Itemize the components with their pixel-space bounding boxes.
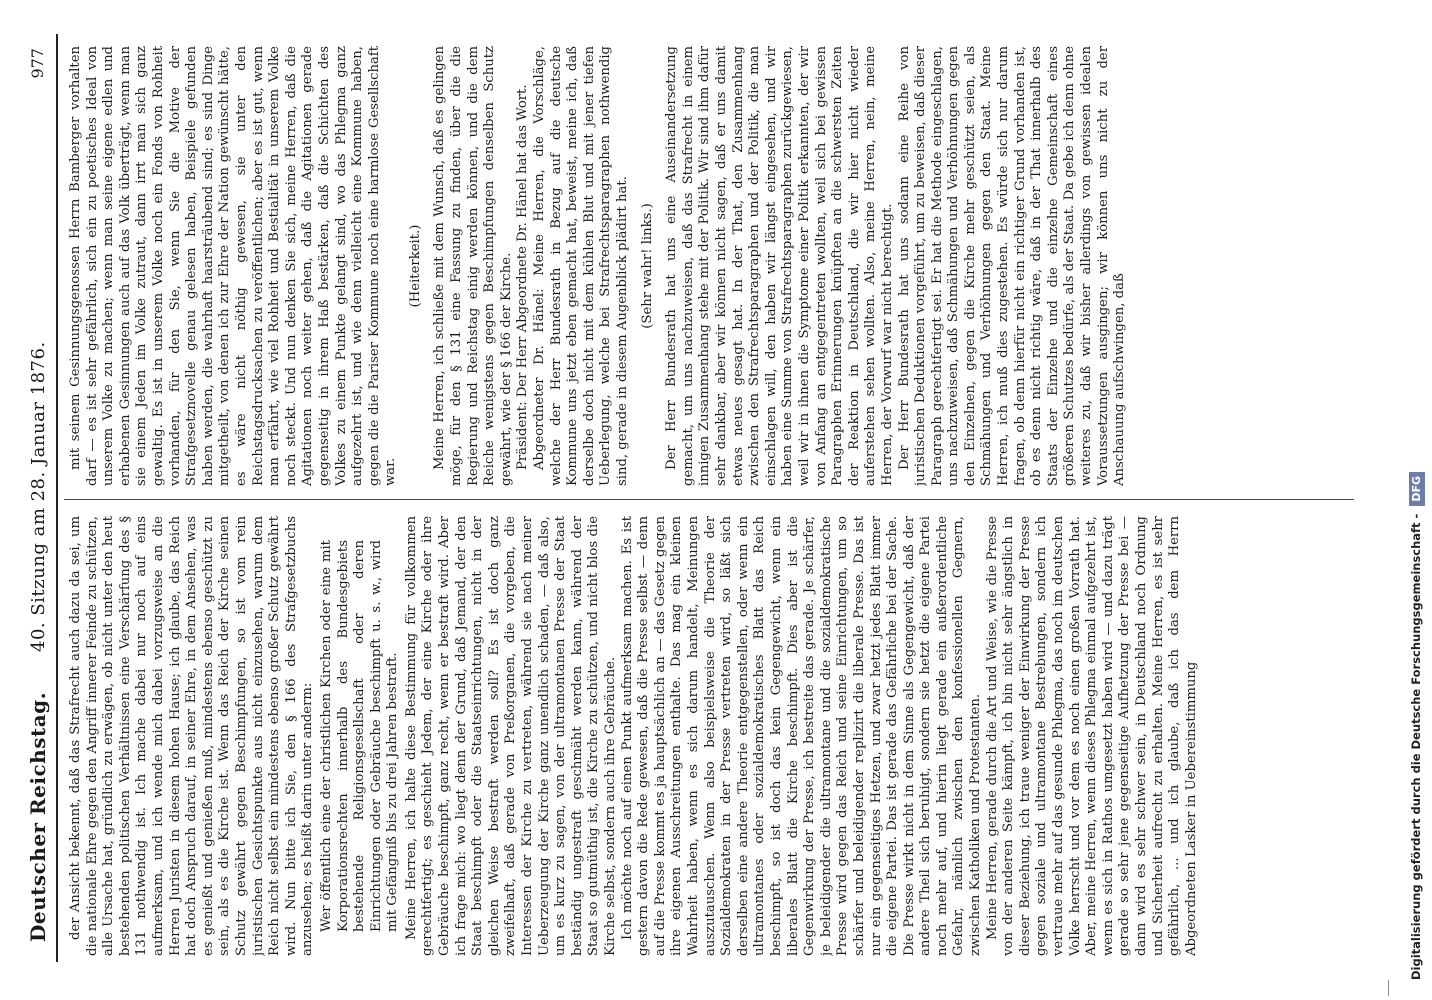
interjection: (Sehr wahr! links.) — [639, 203, 655, 329]
paragraph: Der Herr Bundesrath hat uns sodann eine Reihe von juristischen Deduktionen vorgeführt, um zu beweisen, daß dieser Paragraph gerechtfertigt sei. Er hat die Methode eingeschlagen, uns nachzuweisen, daß Schmähungen und Verhöhnungen gegen den Einzelnen, gegen die Kirche mehr geschützt seien, als Schmähungen und Verhöhnungen gegen den Staat. Meine Herren, ich muß dies zugestehen. Es würde sich nur darum fragen, ob denn hierfür nicht ein richtiger Grund vorhanden ist, ob es denn nicht richtig wäre, daß in der That innerhalb des Staats der Einzelne und die einzelne Gemeinschaft eines größeren Schutzes bedürfe, als der Staat. Da gebe ich denn ohne weiteres zu, daß wir bisher allerdings von gewissen idealen Voraussetzungen ausgingen; wir können uns nicht zu der Anschauung aufschwingen, daß — [896, 46, 1128, 486]
paragraph: Meine Herren, gerade durch die Art und Weise, wie die Presse von der anderen Seite kämpft, ich bin nicht sehr ängstlich in dieser Beziehung, ich traue weniger der Einwirkung der Presse gegen soziale und ultramontane Bestrebungen, sondern ich vertraue mehr auf das gesunde Phlegma, das noch im deutschen Volke herrscht und vor dem es noch einen großen Vorrath hat. Aber, meine Herren, wenn dieses Phlegma einmal aufgezehrt ist, wenn es sich in Rathos umgesetzt haben wird — und dazu trägt gerade so sehr jene gegenseitige Aufhetzung der Presse bei — dann wird es sehr schwer sein, in Deutschland noch Ordnung und Sicherheit aufrecht zu erhalten. Meine Herren, es ist sehr gefährlich, ... und ich glaube, daß ich das dem Herrn Abgeordneten Lasker in Uebereinstimmung — [984, 516, 1199, 956]
rotated-document-page — [20, 14, 1364, 982]
paragraph: Meine Herren, ich halte diese Bestimmung für vollkommen gerechtfertigt; es geschieht Jedem, der eine Kirche oder ihre Gebräuche beschimpft, ganz recht, wenn er bestraft wird. Aber ich frage mich: wo liegt denn der Grund, daß Jemand, der den Staat beschimpft oder die Staatseinrichtungen, nicht in der gleichen Weise bestraft werden soll? Es ist doch ganz zweifelhaft, daß gerade von Preßorganen, die vorgeben, die Interessen der Kirche zu vertreten, während sie nach meiner Ueberzeugung der Kirche ganz unendlich schaden, — daß also, um es kurz zu sagen, von der ultramontanen Presse der Staat beständig ungestraft geschmäht werden kann, während der Staat so gutmüthig ist, die Kirche zu schützen, und nicht blos die Kirche selbst, sondern auch ihre Gebräuche. — [403, 516, 618, 956]
page-header — [20, 14, 60, 982]
paragraph: Der Herr Bundesrath hat uns eine Auseinandersetzung gemacht, um uns nachzuweisen, daß das Strafrecht in einem innigen Zusammenhang stehe mit der Politik. Wir sind ihm dafür sehr dankbar, aber wir können nicht sagen, daß er uns damit etwas neues gesagt hat. In der That, den Zusammenhang zwischen den Strafrechtsparagraphen und der Politik, die man einschlagen will, den haben wir längst eingesehen, und wir haben eine Summe von Strafrechtsparagraphen zurückgewiesen, weil wir in ihnen die Symptome einer Politik erkannten, der wir von Anfang an entgegentreten wollten, weil sich bei gewissen Paragraphen Erinnerungen knüpften an die schwersten Zeiten der Reaktion in Deutschland, die wir hier nicht wieder auferstehen sehen wollten. Also, meine Herren, nein, meine Herren, der Vorwurf war nicht berechtigt. — [664, 46, 895, 486]
funding-note: Digitalisierung gefördert durch die Deutsche Forschungsgemeinschaft - — [1409, 513, 1423, 980]
paragraph: Meine Herren, ich schließe mit dem Wunsch, daß es gelingen möge, für den § 131 eine Fassung zu finden, über die die Regierung und Reichstag einig werden können, und die dem Reiche wenigstens gegen Beschimpfungen denselben Schutz gewährt, wie der § 166 der Kirche. — [432, 46, 514, 486]
digitization-footer — [1404, 30, 1428, 980]
interjection: (Heiterkeit.) — [407, 224, 423, 308]
session-title: 40. Sitzung am 28. Januar 1876. — [28, 341, 49, 652]
paragraph: mit seinem Gesinnungsgenossen Herrn Bamberger vorhalten darf — es ist sehr gefährlich, sich ein zu poetisches Ideal von unserem Volke zu machen; wenn man seine eigene edlen und erhabenen Gesinnungen auch auf das Volk überträgt, wenn man sie einem Jeden im Volke zutraut, dann irrt man sich ganz gewaltig. Es ist in unserem Volke noch ein Fonds von Rohheit vorhanden, für den Sie, wenn Sie die Motive der Strafgesetznovelle genau gelesen haben, Beispiele gefunden haben werden, die wahrhaft haarsträubend sind; es sind Dinge mitgetheilt, von denen ich zur Ehre der Nation gewünscht hätte, es wäre nicht nöthig gewesen, sie unter den Reichstagsdrucksachen zu veröffentlichen; aber es ist gut, wenn man erfährt, wie viel Rohheit und Bestialität in unserem Volke noch steckt. Und nun denken Sie sich, meine Herren, daß die Agitationen noch weiter gehen, daß die Agitationen gerade gegenseitig in ihrem Haß bestärken, daß die Schichten des Volkes zu einem Punkte gelangt sind, wo das Phlegma ganz aufgezehrt ist, und wie denn vielleicht eine Kommune haben, gegen die die Pariser Kommune noch eine harmlose Gesellschaft war. — [68, 46, 399, 486]
paragraph: der Ansicht bekennt, daß das Strafrecht auch dazu da sei, um die nationale Ehre gegen den Angriff innerer Feinde zu schützen, alle Ursache hat, gründlich zu erwägen, ob nicht unter den heut bestehenden politischen Verhältnissen eine Verschärfung des § 131 nothwendig ist. Ich mache dabei nur noch auf eins aufmerksam, und ich wende mich dabei vorzugsweise an die Herren Juristen in diesem hohen Hause; ich glaube, das Reich hat doch Anspruch darauf, in seiner Ehre, in dem Ansehen, was es genießt und genießen muß, mindestens ebenso geschützt zu sein, als es die Kirche ist. Wenn das Reich der Kirche seinen Schutz gewährt gegen Beschimpfungen, so ist vom rein juristischen Gesichtspunkte aus nicht einzusehen, warum dem Reich nicht selbst ein mindestens ebenso großer Schutz gewährt wird. Nun bitte ich Sie, den § 166 des Strafgesetzbuchs anzusehen; es heißt darin unter anderm: — [68, 516, 316, 956]
text-column-left — [68, 516, 1348, 956]
text-column-right — [68, 46, 1348, 486]
scan-margin-mark — [1388, 980, 1389, 996]
dfg-logo: DFG — [1409, 472, 1425, 506]
speaker-paragraph: Abgeordneter Dr. Hänel: Meine Herren, die Vorschläge, welche der Herr Bundesrath in Bezug auf die deutsche Kommune uns jetzt eben gemacht hat, beweist, meine ich, daß derselbe doch nicht mit dem kühlen Blut und mit jener tiefen Ueberlegung, welche bei Strafrechtsparagraphen nothwendig sind, gerade in diesem Augenblick plädirt hat. — [532, 46, 630, 486]
quoted-law-text: Wer öffentlich eine der christlichen Kirchen oder eine mit Korporationsrechten innerhalb des Bundesgebiets bestehende Religionsgesellschaft oder deren Einrichtungen oder Gebräuche beschimpft u. s. w., wird mit Gefängniß bis zu drei Jahren bestraft. — [318, 540, 401, 932]
publication-title: Deutscher Reichstag. — [26, 691, 50, 942]
column-divider — [64, 499, 1354, 500]
speaker-paragraph: Präsident: Der Herr Abgeordnete Dr. Hänel hat das Wort. — [515, 84, 531, 470]
header-divider — [56, 34, 58, 962]
page-number: 977 — [28, 48, 47, 79]
funding-note-container — [1404, 30, 1428, 980]
paragraph: Ich möchte noch auf einen Punkt aufmerksam machen. Es ist gestern davon die Rede gewesen, daß die Presse selbst — denn auf die Presse kommt es ja hauptsächlich an — das Gesetz gegen ihre eigenen Ausschreitungen enthalte. Das mag ein kleinen Wahrheit haben, wenn es sich darum handelt, Meinungen auszutauschen. Wenn also beispielsweise die Theorie der Sozialdemokraten in der Presse vertreten wird, so läßt sich derselben eine andere Theorie entgegenstellen, oder wenn ein ultramontanes oder sozialdemokratisches Blatt das Reich beschimpft, so ist doch das kein Gegengewicht, wenn ein liberales Blatt die Kirche beschimpft. Dies aber ist die Gegenwirkung der Presse, ich bestreite das gerade. Je schärfer, je beleidigender die ultramontane und die sozialdemokratische Presse wird gegen das Reich und seine Einrichtungen, um so schärfer und beleidigender replizirt die liberale Presse. Das ist nur ein gegenseitiges Hetzen, und zwar hetzt jedes Blatt immer die eigene Partei. Das ist gerade das Gefährliche bei der Sache. Die Presse wirkt nicht in dem Sinne als Gegengewicht, daß der andere Theil sich beruhigt, sondern sie hetzt die eigene Partei noch mehr auf, und hierin liegt gerade ein außerordentliche Gefahr, nämlich zwischen den konfessionellen Gegnern, zwischen Katholiken und Protestanten. — [619, 516, 984, 956]
